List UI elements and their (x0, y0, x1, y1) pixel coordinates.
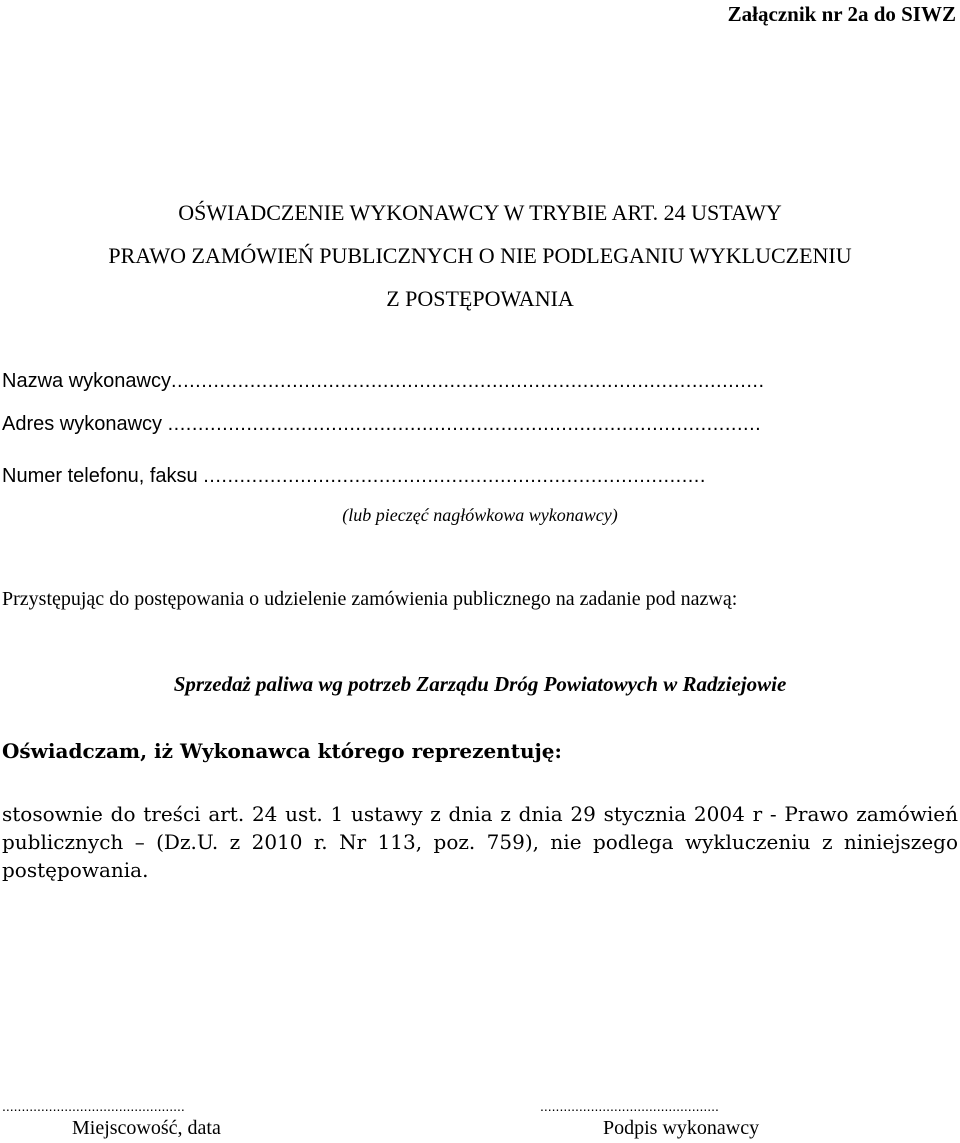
declaration-heading: Oświadczam, iż Wykonawca którego reprezentuję: (2, 739, 562, 763)
stamp-note: (lub pieczęć nagłówkowa wykonawcy) (342, 505, 618, 525)
contractor-name-dots: .................................................................................................. (170, 370, 765, 392)
contractor-name-label: Nazwa wykonawcy (2, 370, 171, 392)
contractor-phone-dots: ................................................................................... (203, 465, 706, 487)
contractor-phone-field[interactable] (2, 465, 706, 488)
task-name: Sprzedaż paliwa wg potrzeb Zarządu Dróg Powiatowych w Radziejowie (173, 672, 787, 696)
signature-dots: .............................................. (540, 1098, 719, 1114)
signature-label: Podpis wykonawcy (603, 1117, 760, 1139)
intro-text: Przystępując do postępowania o udzielenie zamówienia publicznego na zadanie pod nazwą: (2, 588, 738, 610)
contractor-address-field[interactable] (2, 413, 761, 436)
title-line-2: PRAWO ZAMÓWIEŃ PUBLICZNYCH O NIE PODLEGANIU WYKLUCZENIU (108, 243, 852, 268)
contractor-phone-label: Numer telefonu, faksu (2, 465, 204, 487)
contractor-name-field[interactable] (2, 370, 765, 393)
title-line-1: OŚWIADCZENIE WYKONAWCY W TRYBIE ART. 24 USTAWY (178, 200, 782, 225)
declaration-body: stosownie do treści art. 24 ust. 1 ustawy z dnia z dnia 29 stycznia 2004 r - Prawo zamówień publicznych – (Dz.U. z 2010 r. Nr 113, poz. 759), nie podlega wykluczeniu z niniejszego postępowania. (2, 802, 958, 882)
annex-label: Załącznik nr 2a do SIWZ (727, 2, 956, 26)
place-date-dots: ............................................... (2, 1098, 185, 1114)
place-date-label: Miejscowość, data (72, 1117, 221, 1139)
contractor-address-label: Adres wykonawcy (2, 413, 168, 435)
title-line-3: Z POSTĘPOWANIA (386, 286, 574, 311)
contractor-address-dots: .................................................................................................. (167, 413, 762, 435)
